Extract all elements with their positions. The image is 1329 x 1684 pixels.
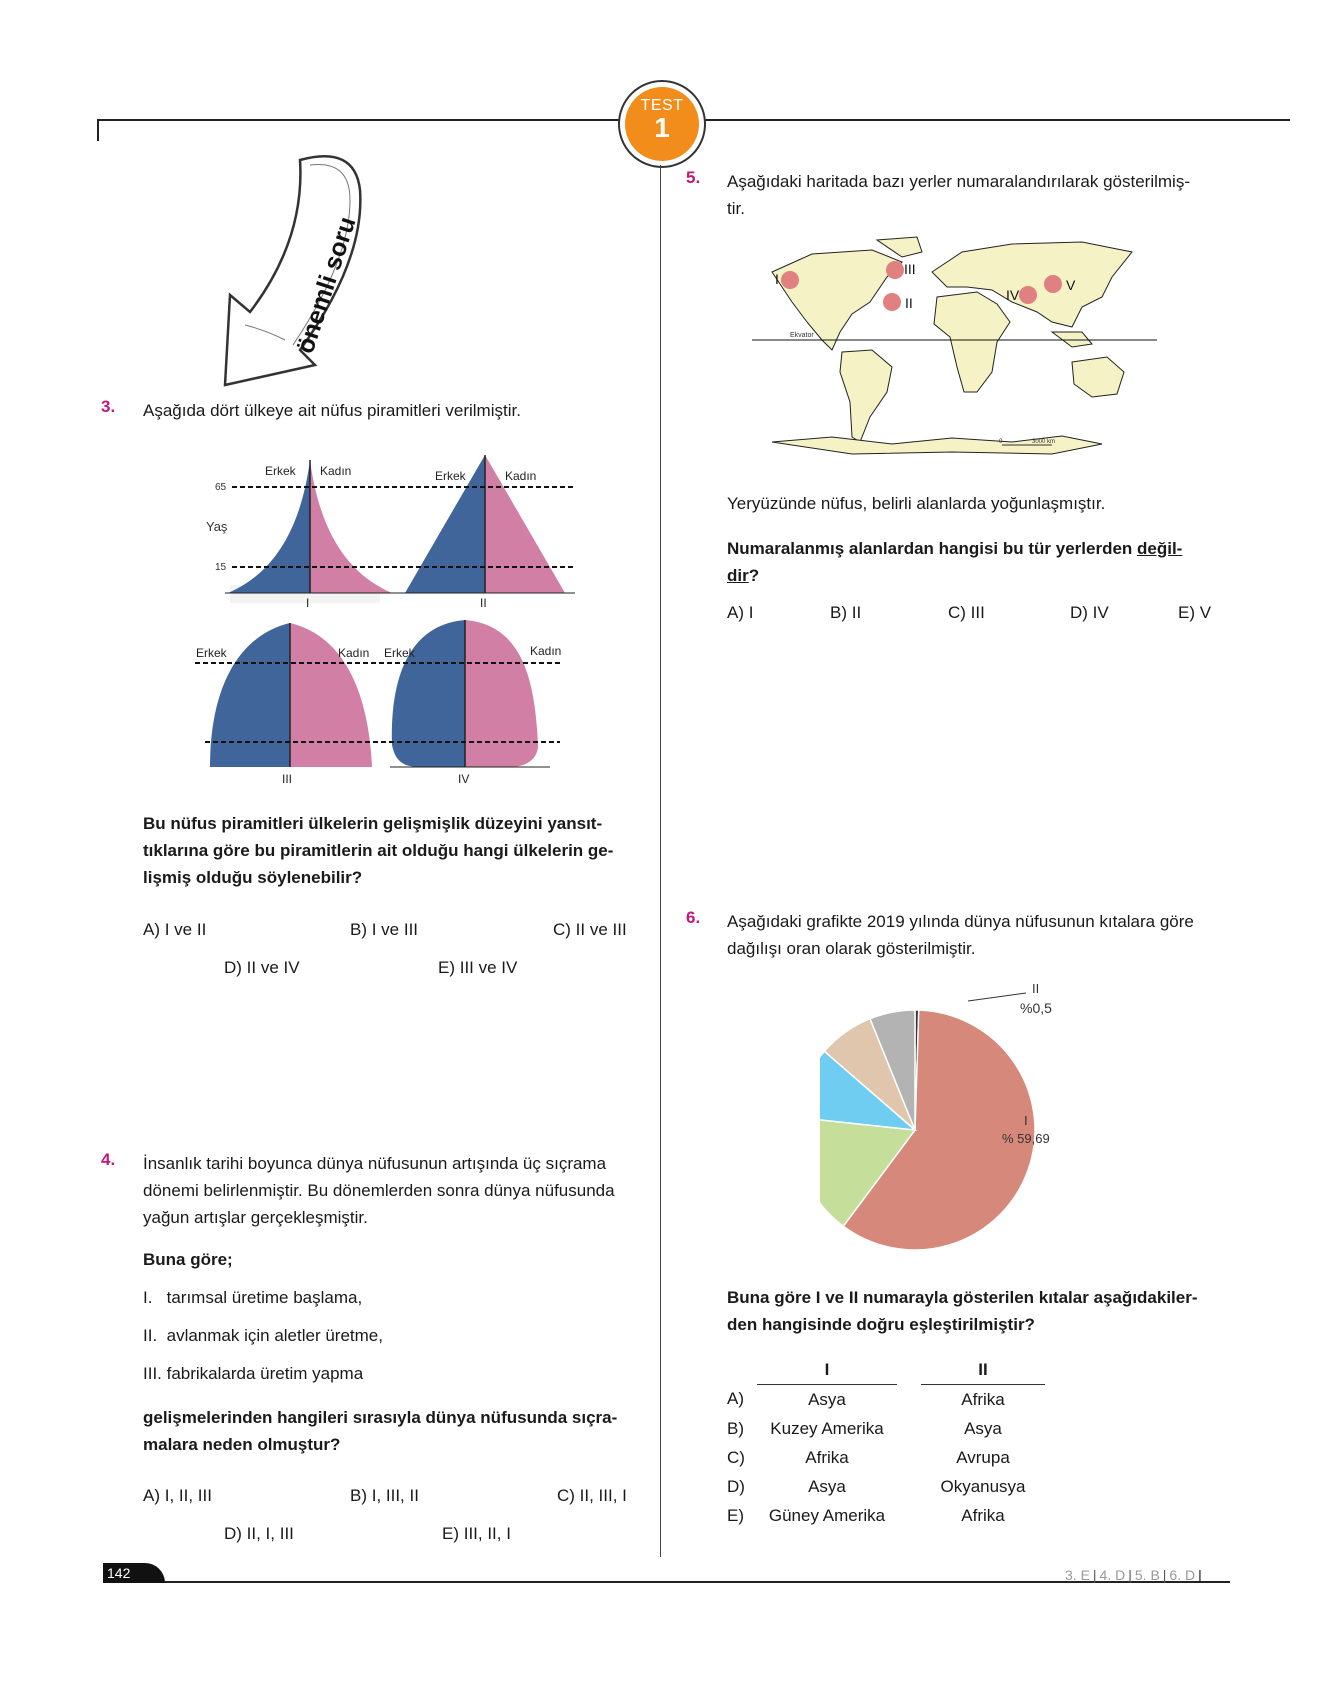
q4-number: 4.	[101, 1150, 116, 1169]
population-pyramids	[190, 445, 580, 790]
q3-option-b[interactable]: B) I ve III	[350, 920, 419, 939]
pie-value-2: %0,5	[1020, 1000, 1052, 1016]
q6-col1-header: I	[757, 1355, 897, 1385]
pyramid-2-female-label: Kadın	[505, 469, 537, 483]
pyramid-4-female	[465, 620, 538, 767]
map-label-5: V	[1066, 277, 1076, 293]
q3-question-line1: Bu nüfus piramitleri ülkelerin gelişmişlik düzeyini yansıt-	[143, 814, 603, 833]
q5-intro-line1: Aşağıdaki haritada bazı yerler numaralandırılarak gösterilmiş-	[727, 172, 1190, 191]
map-label-1: I	[775, 271, 779, 287]
map-point-4	[1019, 286, 1037, 304]
age-axis-label: Yaş	[206, 519, 228, 534]
q4-intro-line3: yağun artışlar gerçekleşmiştir.	[143, 1208, 368, 1227]
map-point-1	[781, 271, 799, 289]
pyramid-1-male-label: Erkek	[265, 464, 296, 478]
q6-option-b[interactable]	[727, 1414, 1045, 1443]
option-continent-1: Güney Amerika	[768, 1505, 886, 1525]
map-label-2: II	[905, 295, 913, 311]
footer-rule	[103, 1581, 1230, 1583]
q3-question-line3: lişmiş olduğu söylenebilir?	[143, 868, 363, 887]
q4-item-1: I. tarımsal üretime başlama,	[143, 1288, 363, 1307]
option-continent-1: Kuzey Amerika	[770, 1418, 884, 1438]
q5-option-e[interactable]: E) V	[1178, 603, 1212, 622]
q4-intro-line1: İnsanlık tarihi boyunca dünya nüfusunun artışında üç sıçrama	[143, 1154, 607, 1173]
header-rule-tick	[97, 119, 99, 141]
pyramid-4-male	[392, 620, 465, 767]
q6-intro-line1: Aşağıdaki grafikte 2019 yılında dünya nüfusunun kıtalara göre	[727, 912, 1194, 931]
q3-option-e[interactable]: E) III ve IV	[438, 958, 518, 977]
pyramid-4-label: IV	[458, 772, 470, 786]
q6-options-table	[727, 1355, 1045, 1530]
pyramid-1-female	[310, 460, 392, 593]
pyramid-1-female-label: Kadın	[320, 464, 352, 478]
population-pie-chart	[820, 975, 1120, 1275]
option-continent-2: Afrika	[961, 1505, 1005, 1525]
q4-lead: Buna göre;	[143, 1250, 233, 1269]
pyramid-1-male	[228, 460, 310, 593]
q3-option-a[interactable]: A) I ve II	[143, 920, 207, 939]
q6-option-e[interactable]	[727, 1501, 1045, 1530]
q4-option-c[interactable]: C) II, III, I	[557, 1486, 627, 1505]
map-point-5	[1044, 275, 1062, 293]
pyramid-3-label: III	[282, 772, 293, 786]
option-letter: A)	[727, 1389, 744, 1409]
pyramid-2-male-label: Erkek	[435, 469, 466, 483]
q4-question-line2: malara neden olmuştur?	[143, 1435, 341, 1454]
map-label-4: IV	[1006, 287, 1020, 303]
q5-question-end: ?	[748, 566, 760, 585]
option-continent-1: Afrika	[805, 1447, 849, 1467]
q6-option-c[interactable]	[727, 1443, 1045, 1472]
equator-label: Ekvator	[790, 332, 814, 339]
world-map	[752, 232, 1192, 484]
q5-question	[727, 535, 1217, 589]
pyramid-3-female-label: Kadın	[338, 646, 370, 660]
pie-value-1: % 59,69	[1002, 1131, 1050, 1146]
q3-intro: Aşağıda dört ülkeye ait nüfus piramitleri verilmiştir.	[143, 401, 521, 420]
pie-label-2: II	[1032, 981, 1040, 996]
test-badge	[625, 87, 699, 161]
q4-item-3: III. fabrikalarda üretim yapma	[143, 1364, 364, 1383]
q3-number: 3.	[101, 397, 116, 416]
q5-question-emphasis-1: değil-	[1137, 539, 1183, 558]
q6-col2-header: II	[921, 1355, 1045, 1385]
q5-option-c[interactable]: C) III	[948, 603, 985, 622]
test-badge-label: TEST	[640, 97, 684, 114]
pie-label-1: I	[1024, 1113, 1028, 1128]
important-question-sticker	[205, 140, 375, 395]
option-continent-2: Afrika	[961, 1389, 1005, 1409]
q6-option-a[interactable]	[727, 1385, 1045, 1415]
q5-intro-line2: tir.	[727, 199, 745, 218]
q4-option-d[interactable]: D) II, I, III	[224, 1524, 294, 1543]
pyramid-4-female-label: Kadın	[530, 644, 562, 658]
sticker-text: önemli soru	[291, 213, 362, 357]
pyramid-3-female	[290, 623, 372, 767]
age-15-label: 15	[215, 562, 227, 573]
column-divider	[660, 165, 661, 1557]
age-65-label: 65	[215, 482, 227, 493]
q6-option-d[interactable]	[727, 1472, 1045, 1501]
pyramid-3-male-label: Erkek	[196, 646, 227, 660]
pyramid-2-label: II	[480, 596, 487, 610]
map-label-3: III	[904, 261, 916, 277]
answer-6: 6. D	[1169, 1567, 1196, 1583]
q6-question-line2: den hangisinde doğru eşleştirilmiştir?	[727, 1315, 1035, 1334]
option-continent-2: Asya	[964, 1418, 1002, 1438]
q5-number: 5.	[686, 168, 701, 187]
answer-5: 5. B	[1134, 1567, 1160, 1583]
q3-question-line2: tıklarına göre bu piramitlerin ait olduğu hangi ülkelerin ge-	[143, 841, 614, 860]
scale-label: 3000 km	[1032, 439, 1056, 445]
answer-3: 3. E	[1065, 1567, 1090, 1583]
q5-question-text: Numaralanmış alanlardan hangisi bu tür yerlerden	[727, 539, 1138, 558]
map-point-2	[883, 293, 901, 311]
pyramid-1-label: I	[306, 596, 310, 610]
q3-option-d[interactable]: D) II ve IV	[224, 958, 300, 977]
option-letter: C)	[727, 1447, 745, 1467]
scale-zero-label: 0	[999, 439, 1003, 445]
q5-question-emphasis-2: dir	[727, 566, 749, 585]
q4-option-b[interactable]: B) I, III, II	[350, 1486, 419, 1505]
q4-option-e[interactable]: E) III, II, I	[442, 1524, 511, 1543]
pyramid-3-male	[210, 623, 290, 767]
option-letter: B)	[727, 1418, 744, 1438]
option-continent-2: Avrupa	[956, 1447, 1010, 1467]
option-continent-1: Asya	[808, 1476, 846, 1496]
q4-intro-line2: dönemi belirlenmiştir. Bu dönemlerden sonra dünya nüfusunda	[143, 1181, 615, 1200]
q5-statement: Yeryüzünde nüfus, belirli alanlarda yoğunlaşmıştır.	[727, 494, 1106, 513]
q6-number: 6.	[686, 908, 701, 927]
q3-option-c[interactable]: C) II ve III	[553, 920, 627, 939]
q4-item-2: II. avlanmak için aletler üretme,	[143, 1326, 383, 1345]
option-continent-1: Asya	[808, 1389, 846, 1409]
answer-4: 4. D	[1099, 1567, 1126, 1583]
test-badge-number: 1	[654, 112, 670, 143]
q6-intro-line2: dağılışı oran olarak gösterilmiştir.	[727, 939, 976, 958]
q6-question-line1: Buna göre I ve II numarayla gösterilen kıtalar aşağıdakiler-	[727, 1288, 1198, 1307]
pyramid-4-male-label: Erkek	[384, 646, 415, 660]
q4-option-a[interactable]: A) I, II, III	[143, 1486, 212, 1505]
answer-key: 3. E | 4. D | 5. B | 6. D |	[1065, 1567, 1202, 1583]
option-letter: E)	[727, 1505, 744, 1525]
page-number: 142	[103, 1563, 165, 1583]
q5-option-d[interactable]: D) IV	[1070, 603, 1109, 622]
q5-option-a[interactable]: A) I	[727, 603, 754, 622]
map-point-3	[886, 261, 904, 279]
q5-option-b[interactable]: B) II	[830, 603, 862, 622]
option-letter: D)	[727, 1476, 745, 1496]
option-continent-2: Okyanusya	[940, 1476, 1026, 1496]
q4-question-line1: gelişmelerinden hangileri sırasıyla dünya nüfusunda sıçra-	[143, 1408, 618, 1427]
